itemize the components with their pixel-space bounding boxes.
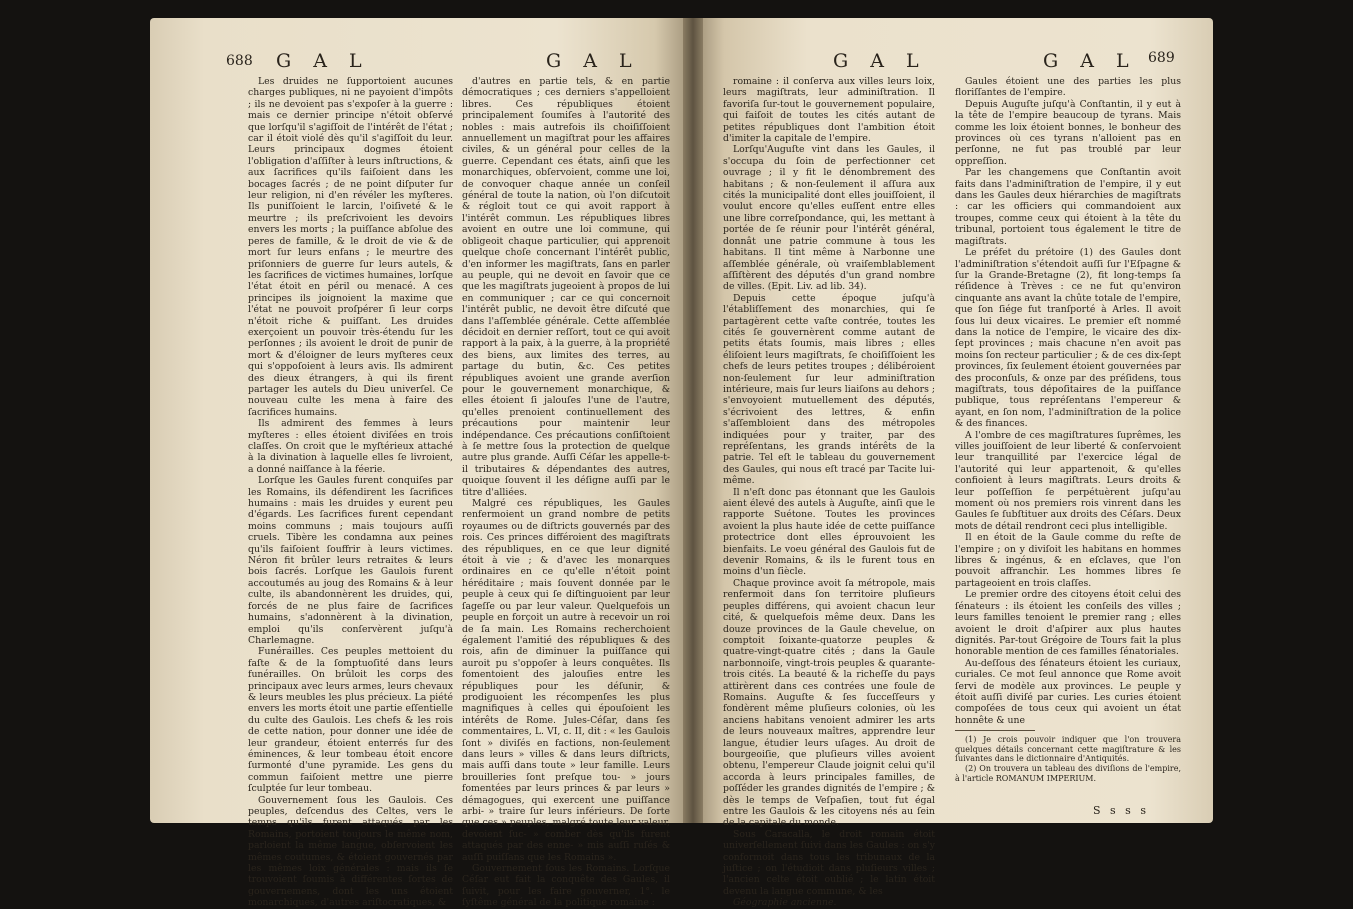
paragraph: Les druides ne ſupportoient aucunes charges publiques, ni ne payoient d'impôts ; ils ne devoient pas s'expoſer à la guerre : mais ce dernier principe n'étoit obſervé que lorſqu'il s'agiſſoit de l'intérêt de l'état ; car il étoit violé dès qu'il s'agiſſoit du leur. Leurs principaux dogmes étoient l'obligation d'aſſiſter à leurs inſtructions, & aux ſacrifices qu'ils faiſoient dans les bocages ſacrés ; de ne point diſputer ſur leur religion, ni d'en révéler les myſteres. Ils puniſſoient le larcin, l'oiſiveté & le meurtre ; ils preſcrivoient les devoirs envers les morts ; la puiſſance abſolue des peres de famille, & le droit de vie & de mort ſur leurs enfans ; le meurtre des priſonniers de guerre ſur leurs autels, & les ſacrifices de victimes humaines, lorſque l'état étoit en péril ou menacé. A ces principes ils joignoient la maxime que l'état ne pouvoit proſpérer ſi leur corps n'étoit riche & puiſſant. Les druides exerçoient un pouvoir très-étendu ſur les perſonnes ; ils avoient le droit de punir de mort & d'éloigner de leurs myſteres ceux qui s'oppoſoient à leurs avis. Ils admirent des dieux étrangers, à qui ils firent partager les autels du Dieu univerſel. Ce nouveau culte les mena à faire des ſacrifices humains. (248, 76, 453, 418)
paragraph: Chaque province avoit ſa métropole, mais renfermoit dans ſon territoire pluſieurs peuples différens, qui avoient chacun leur cité, & quelquefois même deux. Dans les douze provinces de la Gaule chevelue, on comptoit ſoixante-quatorze peuples & quatre-vingt-quatre cités ; dans la Gaule narbonnoiſe, vingt-trois peuples & quarante-trois cités. La beauté & la richeſſe du pays attirèrent dans ces contrées une foule de Romains. Auguſte & ſes ſucceſſeurs y fondèrent même pluſieurs colonies, où les anciens habitans venoient admirer les arts de leurs nouveaux maîtres, apprendre leur langue, étudier leurs uſages. Au droit de bourgeoiſie, que pluſieurs villes avoient obtenu, l'empereur Claude joignit celui qu'il accorda à leurs principales familles, de poſſéder les grandes dignités de l'empire ; & dès le temps de Veſpaſien, tout fut égal entre les Gaulois & les citoyens nés au ſein de la capitale du monde. (723, 577, 935, 829)
right-column-1 (723, 76, 935, 909)
signature-mark: S s s s (1093, 804, 1149, 817)
footnote: (2) On trouvera un tableau des diviſions de l'empire, à l'article ROMANUM IMPERIUM. (955, 763, 1181, 783)
left-page-number: 688 (226, 53, 253, 69)
footnote-rule (955, 730, 1035, 731)
paragraph: d'autres en partie tels, & en partie démocratiques ; ces derniers s'appelloient libres. Ces républiques étoient principalement ſoumiſes à l'autorité des nobles : mais autrefois ils choiſiſſoient annuellement un magiſtrat pour les affaires civiles, & un général pour celles de la guerre. Cependant ces états, ainſi que les monarchiques, obſervoient, comme une loi, de convoquer chaque année un conſeil général de toute la nation, où l'on diſcutoit & régloit tout ce qui avoit rapport à l'intérêt commun. Les républiques libres avoient en outre une loi commune, qui obligeoit chaque particulier, qui apprenoit quelque choſe concernant l'intérêt public, d'en informer les magiſtrats, ſans en parler au peuple, qui ne devoit en ſavoir que ce que les magiſtrats jugeoient à propos de lui en communiquer ; car ce qui concernoit l'intérêt public, ne devoit être diſcuté que dans l'aſſemblée générale. Cette aſſemblée décidoit en dernier reſſort, tout ce qui avoit rapport à la paix, à la guerre, à la propriété des biens, aux limites des terres, au partage du butin, &c. Ces petites républiques avoient une grande averſion pour le gouvernement monarchique, & elles étoient ſi jalouſes l'une de l'autre, qu'elles prenoient continuellement des précautions pour maintenir leur indépendance. Ces précautions conſiſtoient à ſe mettre ſous la protection de quelque autre plus grande. Auſſi Céſar les appelle-t-il tributaires & dépendantes des autres, quoique ſouvent il les déſigne auſſi par le titre d'alliées. (462, 76, 670, 498)
paragraph: Ils admirent des femmes à leurs myſteres : elles étoient diviſées en trois claſſes. On croit que le myſtérieux attaché à la divination à laquelle elles ſe livroient, a donné naiſſance à la féerie. (248, 418, 453, 475)
paragraph: romaine : il conſerva aux villes leurs loix, leurs magiſtrats, leur adminiſtration. Il favoriſa ſur-tout le gouvernement populaire, qui faiſoit de toutes les cités autant de petites républiques dont l'ambition étoit d'imiter la capitale de l'empire. (723, 76, 935, 145)
paragraph: Lorſqu'Auguſte vint dans les Gaules, il s'occupa du ſoin de perfectionner cet ouvrage ; il y fit le dénombrement des habitans ; & non-ſeulement il aſſura aux cités la municipalité dont elles jouiſſoient, il voulut encore qu'elles euſſent entre elles une libre correſpondance, qui, les mettant à portée de ſe réunir pour l'intérêt général, donnât une patrie commune à tous les habitans. Il tint même à Narbonne une aſſemblée générale, où vraiſemblablement aſſiſtèrent des députés d'un grand nombre de villes. (Epit. Liv. ad lib. 34). (723, 144, 935, 293)
paragraph: Le premier ordre des citoyens étoit celui des ſénateurs : ils étoient les conſeils des villes ; leurs familles tenoient le premier rang ; elles avoient le droit d'aſpirer aux plus hautes dignités. Par-tout Grégoire de Tours fait la plus honorable mention de ces familles ſénatoriales. (955, 589, 1181, 658)
paragraph: Depuis cette époque juſqu'à l'établiſſement des monarchies, qui ſe partagèrent cette vaſte contrée, toutes les cités ſe gouvernèrent comme autant de petits états ſoumis, mais libres ; elles éliſoient leurs magiſtrats, ſe choiſiſſoient les chefs de leurs petites troupes ; délibéroient non-ſeulement ſur leur adminiſtration intérieure, mais ſur leurs liaiſons au dehors ; s'envoyoient mutuellement des députés, s'écrivoient des lettres, & enfin s'aſſembloient dans des métropoles indiquées pour y traiter, par des repréſentans, les grands intérêts de la patrie. Tel eſt le tableau du gouvernement des Gaules, qui nous eſt tracé par Tacite lui-même. (723, 292, 935, 487)
left-head-right: G A L (546, 50, 640, 72)
left-column-1 (248, 76, 453, 909)
paragraph: Funérailles. Ces peuples mettoient du faſte & de la ſomptuoſité dans leurs funérailles. On brûloit les corps des principaux avec leurs armes, leurs chevaux & leurs meubles les plus précieux. La piété envers les morts étoit une partie eſſentielle du culte des Gaulois. Les chefs & les rois de cette nation, pour donner une idée de leur grandeur, étoient enterrés ſur des éminences, & leur tombeau étoit encore ſurmonté d'une pyramide. Les gens du commun faiſoient mettre une pierre ſculptée ſur leur tombeau. (248, 646, 453, 795)
right-head-right: G A L (1043, 50, 1137, 72)
left-head-left: G A L (276, 50, 370, 72)
right-running-header (713, 50, 1203, 72)
paragraph: Gaules étoient une des parties les plus floriſſantes de l'empire. (955, 76, 1181, 99)
paragraph: Gouvernement ſous les Romains. Lorſque Céſar eut fait la conquête des Gaules, il ſuivit, pour les faire gouverner, 1°. le ſyſtême général de la politique romaine : (462, 863, 670, 909)
paragraph: Sous Caracalla, le droit romain étoit univerſellement ſuivi dans les Gaules : on s'y conformoit dans tous les tribunaux de la juſtice ; on l'étudioit dans pluſieurs villes ; l'ancien celte étoit oublié ; le latin étoit devenu la langue commune, & les (723, 828, 935, 897)
paragraph: Lorſque les Gaules furent conquiſes par les Romains, ils défendirent les ſacrifices humains : mais les druides y eurent peu d'égards. Les ſacrifices furent cependant moins communs ; mais toujours auſſi cruels. Tibère les condamna aux peines qu'ils faiſoient ſouffrir à leurs victimes. Néron fit brûler leurs retraites & leurs bois ſacrés. Lorſque les Gaulois furent accoutumés au joug des Romains & à leur culte, ils abandonnèrent les druides, qui, forcés de ne plus faire de ſacrifices humains, s'adonnèrent à la divination, emploi qu'ils conſervèrent juſqu'à Charlemagne. (248, 475, 453, 646)
right-head-left: G A L (833, 50, 927, 72)
paragraph: Par les changemens que Conſtantin avoit faits dans l'adminiſtration de l'empire, il y eut dans les Gaules deux hiérarchies de magiſtrats : car les officiers qui commandoient aux troupes, comme ceux qui étoient à la tête du tribunal, portoient tous également le titre de magiſtrats. (955, 167, 1181, 247)
right-page (693, 18, 1213, 909)
right-column-2 (955, 76, 1181, 783)
left-running-header (226, 50, 686, 72)
paragraph: Le préfet du prétoire (1) des Gaules dont l'adminiſtration s'étendoit auſſi ſur l'Eſpagne & ſur la Grande-Bretagne (2), fit long-temps ſa réſidence à Trèves : ce ne fut qu'environ cinquante ans avant la chûte totale de l'empire, que ſon ſiége fut tranſporté à Arles. Il avoit ſous lui deux vicaires. Le premier eſt nommé dans la notice de l'empire, le vicaire des dix-ſept provinces ; mais chacune n'en avoit pas moins ſon recteur particulier ; & de ces dix-ſept provinces, ſix ſeulement étoient gouvernées par des proconſuls, & onze par des préſidens, tous magiſtrats, tous dépoſitaires de la puiſſance publique, tous repréſentans l'empereur & ayant, en ſon nom, l'adminiſtration de la police & des finances. (955, 247, 1181, 430)
left-column-2 (462, 76, 670, 909)
paragraph: Il en étoit de la Gaule comme du reſte de l'empire ; on y diviſoit les habitans en hommes libres & ingénus, & en eſclaves, que l'on pouvoit affranchir. Les hommes libres ſe partageoient en trois claſſes. (955, 532, 1181, 589)
right-page-number: 689 (1148, 50, 1175, 66)
left-page (150, 18, 693, 909)
paragraph: Gouvernement ſous les Gaulois. Ces peuples, deſcendus des Celtes, vers le temps qu'ils furent attaqués par les Romains, portoient toujours le même nom, parloient la même langue, obſervoient les mêmes coutumes, & étoient gouvernés par les mêmes loix générales : mais ils ſe trouvoient ſoumis à différentes ſortes de gouvernemens, dont les uns étoient monarchiques, d'autres ariſtocratiques, & (248, 794, 453, 909)
footnote: (1) Je crois pouvoir indiquer que l'on trouvera quelques détails concernant cette magiſtrature & les ſuivantes dans le dictionnaire d'Antiquités. (955, 735, 1181, 764)
paragraph: Au-deſſous des ſénateurs étoient les curiaux, curiales. Ce mot ſeul annonce que Rome avoit ſervi de modèle aux provinces. Le peuple y étoit auſſi diviſé par curies. Les curies étoient compoſées de tous ceux qui avoient un état honnête & une (955, 657, 1181, 726)
paragraph: Malgré ces républiques, les Gaules renfermoient un grand nombre de petits royaumes ou de diſtricts gouvernés par des rois. Ces princes différoient des magiſtrats des républiques, en ce que leur dignité étoit à vie ; & d'avec les monarques ordinaires en ce qu'elle n'étoit point héréditaire ; mais ſouvent donnée par le peuple à ceux qui ſe diſtinguoient par leur ſageſſe ou par leur valeur. Quelquefois un peuple en forçoit un autre à recevoir un roi de ſa main. Les Romains recherchoient également l'amitié des républiques & des rois, afin de diminuer la puiſſance qui auroit pu s'oppoſer à leurs conquêtes. Ils fomentoient des jalouſies entre les républiques pour les déſunir, & prodiguoient les récompenſes les plus magnifiques à celles qui épouſoient les intérêts de Rome. Jules-Céſar, dans ſes commentaires, L. VI, c. II, dit : « les Gaulois ſont » diviſés en factions, non-ſeulement dans leurs » villes & dans leurs diſtricts, mais auſſi dans toute » leur famille. Leurs brouilleries ſont preſque tou- » jours fomentées par leurs princes & par leurs » démagogues, qui exercent une puiſſance arbi- » traire ſur leurs inférieurs. De ſorte que ces » peuples, malgré toute leur valeur, devoient ſuc- » comber dès qu'ils furent attaqués par des enne- » mis auſſi ruſés & auſſi puiſſans que les Romains ». (462, 498, 670, 863)
paragraph: Il n'eſt donc pas étonnant que les Gaulois aient élevé des autels à Auguſte, ainſi que le rapporte Suétone. Toutes les provinces avoient la plus haute idée de cette puiſſance protectrice dont elles éprouvoient les bienfaits. Le voeu général des Gaulois fut de devenir Romains, & ils le furent tous en moins d'un ſiècle. (723, 486, 935, 578)
book-gutter (683, 18, 703, 823)
paragraph: Depuis Auguſte juſqu'à Conſtantin, il y eut à la tête de l'empire beaucoup de tyrans. Mais comme les loix étoient bonnes, le bonheur des provinces où ces tyrans n'alloient pas en perſonne, ne fut pas troublé par leur oppreſſion. (955, 98, 1181, 167)
paragraph-heading: Géographie ancienne. (733, 897, 837, 909)
paragraph: A l'ombre de ces magiſtratures ſuprêmes, les villes jouiſſoient de leur liberté & conſervoient leur tranquillité par l'exercice légal de l'autorité qui leur appartenoit, & qu'elles confioient à leurs magiſtrats. Leurs droits & leur poſſeſſion ſe perpétuèrent juſqu'au moment où nos premiers rois vinrent dans les Gaules ſe ſubſtituer aux droits des Céſars. Deux mots de détail rendront ceci plus intelligible. (955, 429, 1181, 532)
